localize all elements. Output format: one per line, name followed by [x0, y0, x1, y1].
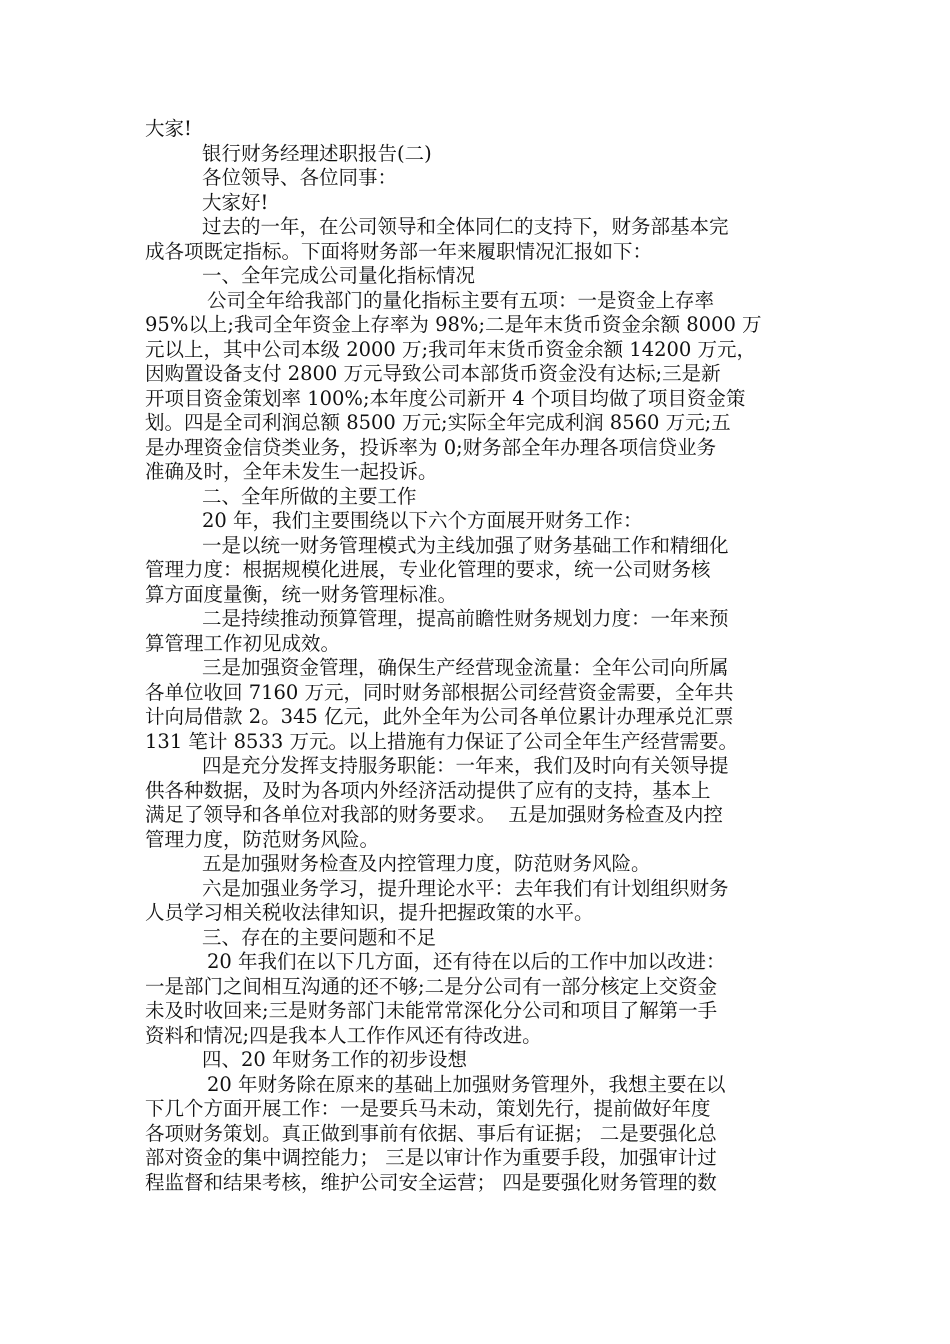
text-line: 大家! — [145, 117, 192, 140]
text-line: 算方面度量衡，统一财务管理标准。 — [145, 582, 458, 606]
text-line: 成各项既定指标。下面将财务部一年来履职情况汇报如下： — [145, 239, 653, 263]
text-line: 六是加强业务学习，提升理论水平：去年我们有计划组织财务 — [202, 876, 729, 900]
text-line: 满足了领导和各单位对我部的财务要求。 五是加强财务检查及内控 — [145, 803, 723, 826]
text-line: 四是充分发挥支持服务职能：一年来，我们及时向有关领导提 — [202, 754, 729, 777]
text-line: 算管理工作初见成效。 — [145, 631, 341, 655]
text-line: 过去的一年，在公司领导和全体同仁的支持下，财务部基本完 — [202, 215, 729, 238]
text-line: 一是以统一财务管理模式为主线加强了财务基础工作和精细化 — [202, 533, 729, 557]
text-line: 各位领导、各位同事： — [202, 166, 398, 189]
text-line: 程监督和结果考核，维护公司安全运营； 四是要强化财务管理的数 — [145, 1170, 717, 1194]
text-line: 三是加强资金管理，确保生产经营现金流量：全年公司向所属 — [202, 656, 729, 679]
text-line: 元以上，其中公司本级 2000 万;我司年末货币资金余额 14200 万元， — [145, 337, 757, 361]
text-line: 划。四是全司利润总额 8500 万元;实际全年完成利润 8560 万元;五 — [145, 411, 731, 434]
text-line: 下几个方面开展工作：一是要兵马未动，策划先行，提前做好年度 — [145, 1097, 711, 1120]
text-line: 管理力度，防范财务风险。 — [145, 827, 380, 851]
text-line: 人员学习相关税收法律知识，提升把握政策的水平。 — [145, 901, 594, 924]
text-line: 供各种数据，及时为各项内外经济活动提供了应有的支持，基本上 — [145, 778, 711, 802]
text-line: 公司全年给我部门的量化指标主要有五项：一是资金上存率 — [207, 288, 715, 312]
text-line: 是办理资金信贷类业务，投诉率为 0;财务部全年办理各项信贷业务 — [145, 435, 717, 459]
text-line: 大家好! — [202, 190, 269, 214]
document-body — [145, 117, 810, 1195]
text-line: 准确及时，全年未发生一起投诉。 — [145, 460, 438, 483]
text-line: 因购置设备支付 2800 万元导致公司本部货币资金没有达标;三是新 — [145, 362, 721, 385]
text-line: 四、20 年财务工作的初步设想 — [202, 1048, 468, 1071]
text-line: 计向局借款 2。345 亿元，此外全年为公司各单位累计办理承兑汇票 — [145, 705, 734, 728]
text-line: 银行财务经理述职报告(二) — [202, 141, 432, 165]
text-line: 开项目资金策划率 100%;本年度公司新开 4 个项目均做了项目资金策 — [145, 386, 746, 410]
text-line: 20 年财务除在原来的基础上加强财务管理外，我想主要在以 — [207, 1072, 726, 1096]
text-line: 95%以上;我司全年资金上存率为 98%;二是年末货币资金余额 8000 万 — [145, 313, 762, 336]
text-line: 一是部门之间相互沟通的还不够;二是分公司有一部分核定上交资金 — [145, 974, 718, 998]
text-line: 一、全年完成公司量化指标情况 — [202, 264, 476, 287]
text-line: 部对资金的集中调控能力； 三是以审计作为重要手段，加强审计过 — [145, 1146, 717, 1169]
text-line: 20 年，我们主要围绕以下六个方面展开财务工作： — [202, 509, 643, 532]
text-line: 131 笔计 8533 万元。以上措施有力保证了公司全年生产经营需要。 — [145, 729, 738, 753]
text-line: 二、全年所做的主要工作 — [202, 484, 417, 508]
text-line: 各单位收回 7160 万元，同时财务部根据公司经营资金需要，全年共 — [145, 680, 734, 704]
text-line: 各项财务策划。真正做到事前有依据、事后有证据； 二是要强化总 — [145, 1121, 717, 1145]
text-line: 资料和情况;四是我本人工作作风还有待改进。 — [145, 1023, 542, 1047]
text-line: 未及时收回来;三是财务部门未能常常深化分公司和项目了解第一手 — [145, 999, 718, 1022]
text-line: 二是持续推动预算管理，提高前瞻性财务规划力度：一年来预 — [202, 607, 729, 630]
text-line: 管理力度：根据规模化进展，专业化管理的要求，统一公司财务核 — [145, 558, 711, 581]
text-line: 五是加强财务检查及内控管理力度，防范财务风险。 — [202, 852, 651, 875]
text-line: 20 年我们在以下几方面，还有待在以后的工作中加以改进： — [207, 950, 726, 973]
text-line: 三、存在的主要问题和不足 — [202, 925, 437, 949]
